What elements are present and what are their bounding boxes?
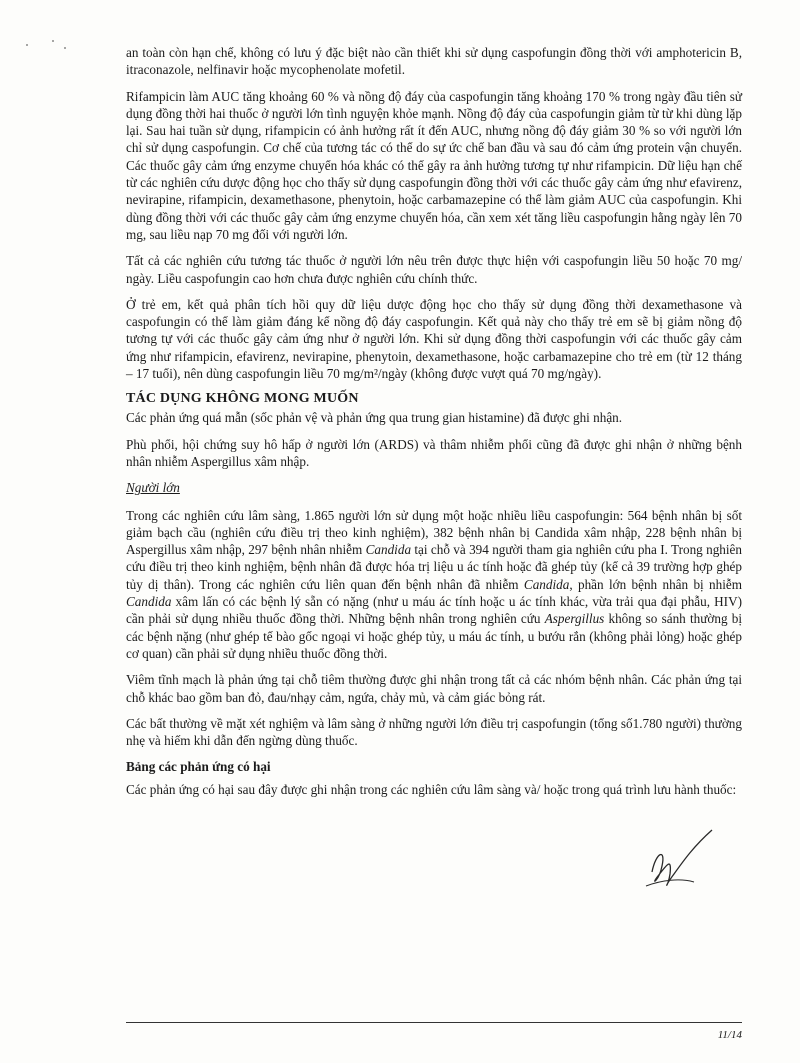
- signature-mark: [632, 826, 722, 906]
- page-number: 11/14: [717, 1029, 742, 1041]
- paragraph-phlebitis: Viêm tĩnh mạch là phản ứng tại chỗ tiêm thường được ghi nhận trong tất cả các nhóm bệnh nhân. Các phản ứng tại chỗ khác bao gồm ban đỏ, đau/nhạy cảm, ngứa, chảy mủ, và cảm giác bỏng rát.: [126, 672, 742, 705]
- italic-candida: Candida: [126, 594, 172, 610]
- section-heading-adverse-effects: TÁC DỤNG KHÔNG MONG MUỐN: [126, 391, 359, 407]
- paragraph-adverse-intro: Các phản ứng có hại sau đây được ghi nhận trong các nghiên cứu lâm sàng và/ hoặc trong quá trình lưu hành thuốc:: [126, 781, 737, 797]
- paragraph-pulmonary: Phù phổi, hội chứng suy hô hấp ở người lớn (ARDS) và thâm nhiễm phổi cũng đã được ghi nhận ở những bệnh nhân nhiễm Aspergillus xâm nhập.: [126, 436, 742, 469]
- paragraph-clinical-studies: [126, 507, 742, 663]
- document-body: [126, 44, 742, 807]
- italic-candida: Candida: [365, 542, 412, 558]
- text-segment: , phần lớn bệnh nhân bị nhiễm: [569, 576, 743, 592]
- italic-aspergillus: Aspergillus: [544, 611, 605, 627]
- footer-divider: [126, 1022, 742, 1023]
- paragraph-lab-abnormalities: Các bất thường về mặt xét nghiệm và lâm sàng ở những người lớn điều trị caspofungin (tổng số1.780 người) thường nhẹ và hiếm khi dẫn đến ngừng dùng thuốc.: [126, 715, 742, 749]
- text-segment: không so sánh thường bị các bệnh nặng (như ghép tế bào gốc ngoại vi hoặc ghép tủy, u máu ác tính, u bướu rắn (không phải lỏng) hoặc ghép cơ quan) cần phải sử dụng nhiều thuốc đồng thời.: [126, 611, 742, 661]
- scan-speck: [26, 44, 28, 46]
- text-segment: Trong các nghiên cứu lâm sàng, 1.865 người lớn sử dụng một hoặc nhiều liều caspofungin: 564 bệnh nhân bị sốt giảm bạch cầu (nghiên cứu điều trị theo kinh nghiệm), 382 bệnh nhân bị Candida xâm nhập, 228 bệnh nhân bị Aspergillus xâm nhập, 297 bệnh nhân nhiễm: [126, 507, 742, 558]
- paragraph-adult-studies: Tất cả các nghiên cứu tương tác thuốc ở người lớn nêu trên được thực hiện với caspofungin liều 50 hoặc 70 mg/ ngày. Liều caspofungin cao hơn chưa được nghiên cứu chính thức.: [126, 253, 742, 286]
- text-segment: xâm lấn có các bệnh lý sẵn có nặng (như u máu ác tính hoặc u ác tính khác, vừa trải qua đại phẫu, HIV) cần phải sử dụng nhiều thuốc đồng thời. Những bệnh nhân trong nghiên cứu: [126, 594, 742, 627]
- scan-speck: [64, 47, 66, 49]
- table-heading: Bảng các phản ứng có hại: [126, 759, 271, 775]
- paragraph-safety-continued: an toàn còn hạn chế, không có lưu ý đặc biệt nào cần thiết khi sử dụng caspofungin đồng thời với amphotericin B, itraconazole, nelfinavir hoặc mycophenolate mofetil.: [126, 45, 742, 78]
- sub-heading-adults: Người lớn: [126, 480, 180, 496]
- italic-candida: Candida: [523, 576, 570, 592]
- scan-speck: [52, 40, 54, 42]
- paragraph-children: Ở trẻ em, kết quả phân tích hồi quy dữ liệu dược động học cho thấy sử dụng đồng thời dexamethasone và caspofungin có thể làm giảm đáng kể nồng độ đáy caspofungin. Kết quả này cho thấy trẻ em sẽ bị giảm nồng độ tương tự với các thuốc gây cảm ứng như ở người lớn. Khi sử dụng đồng thời caspofungin với các thuốc gây cảm ứng như rifampicin, efavirenz, nevirapine, phenytoin, dexamethasone, hoặc carbamazepine cho trẻ em (từ 12 tháng – 17 tuổi), nên dùng caspofungin liều 70 mg/m²/ngày (không được vượt quá 70 mg/ngày).: [126, 296, 742, 382]
- text-segment: tại chỗ và 394 người tham gia nghiên cứu pha I. Trong nghiên cứu điều trị theo kinh nghiệm, bệnh nhân đã được hóa trị liệu u ác tính hoặc đã ghép tủy (kể cả 39 trường hợp ghép tủy dị thân). Trong các nghiên cứu liên quan đến bệnh nhân đã nhiễm: [126, 542, 743, 592]
- paragraph-rifampicin: Rifampicin làm AUC tăng khoảng 60 % và nồng độ đáy của caspofungin tăng khoảng 170 % trong ngày đầu tiên sử dụng đồng thời hai thuốc ở người lớn tình nguyện khỏe mạnh. Nồng độ đáy của caspofungin giảm từ từ khi dùng lặp lại. Sau hai tuần sử dụng, rifampicin có ảnh hưởng rất ít đến AUC, nhưng nồng độ đáy giảm 30 % so với người lớn chỉ sử dụng caspofungin. Cơ chế của tương tác có thể do sự ức chế ban đầu và sau đó cảm ứng protein vận chuyển. Các thuốc gây cảm ứng enzyme chuyển hóa khác có thể gây ra ảnh hưởng tương tự như rifampicin. Dữ liệu hạn chế từ các nghiên cứu dược động học cho thấy sử dụng caspofungin đồng thời với các thuốc gây cảm ứng như efavirenz, nevirapine, rifampicin, dexamethasone, phenytoin, hoặc carbamazepine có thể làm giảm AUC của caspofungin. Khi dùng đồng thời với các thuốc gây cảm ứng enzyme chuyển hóa, cần xem xét tăng liều caspofungin hằng ngày lên 70 mg, sau liều nạp 70 mg đối với người lớn.: [126, 88, 742, 242]
- paragraph-hypersensitivity: Các phản ứng quá mẫn (sốc phản vệ và phản ứng qua trung gian histamine) đã được ghi nhận.: [126, 410, 623, 426]
